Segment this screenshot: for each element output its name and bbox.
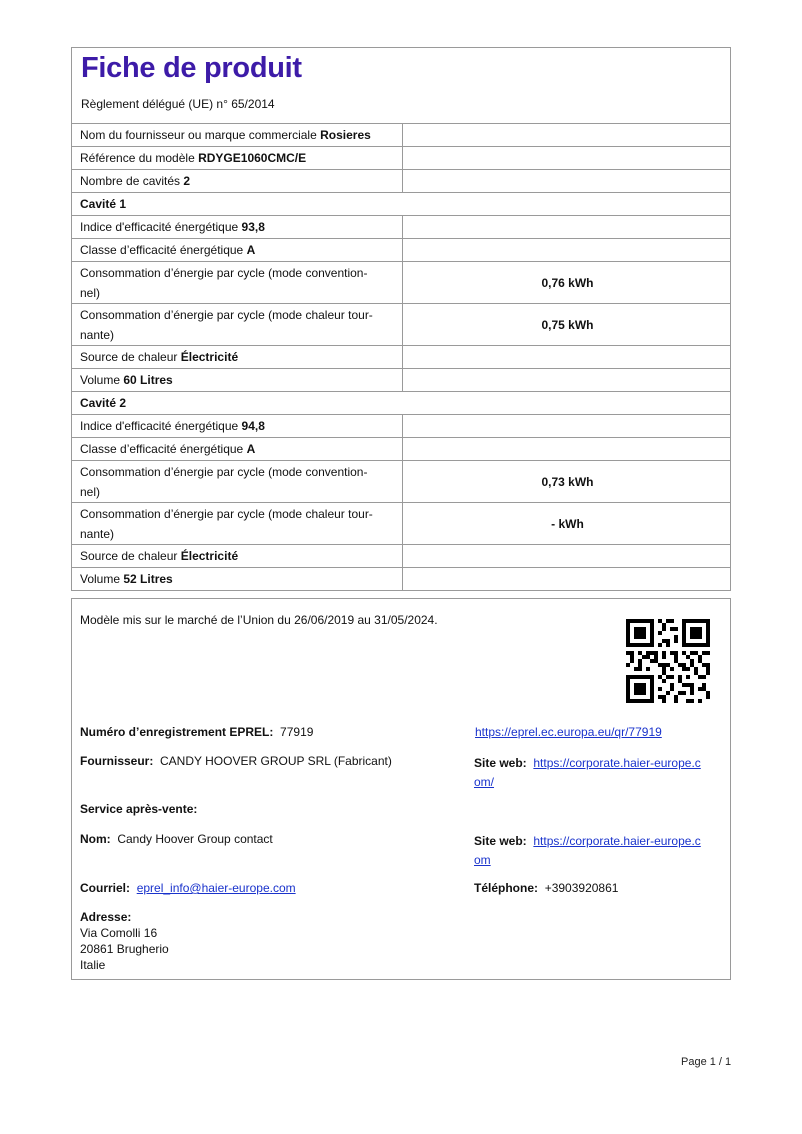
- product-spec-table: [72, 124, 730, 590]
- conv-consumption-value: 0,76 kWh: [403, 262, 731, 304]
- eprel-number: [80, 725, 313, 739]
- email-entry: [80, 881, 296, 895]
- section-row-cavity-1: [72, 193, 730, 216]
- eprel-link[interactable]: https://eprel.ec.europa.eu/qr/77919: [475, 725, 662, 739]
- service-website: [474, 832, 701, 870]
- name-value: Candy Hoover Group contact: [117, 832, 273, 846]
- model-value: RDYGE1060CMC/E: [198, 151, 307, 165]
- phone-value: +3903920861: [544, 881, 619, 895]
- page-title: Fiche de produit: [81, 52, 302, 84]
- phone-label: Téléphone:: [474, 881, 539, 895]
- table-row: [72, 124, 730, 147]
- address-line: 20861 Brugherio: [80, 942, 169, 956]
- supplier-label: Fournisseur:: [80, 754, 154, 768]
- heat-source-value: Électricité: [180, 549, 239, 563]
- after-sales-heading: Service après-vente:: [80, 802, 198, 816]
- conv-consumption-label-cont: nel): [80, 285, 101, 300]
- qr-code-icon[interactable]: [626, 619, 710, 703]
- supplier-website-link[interactable]: https://corporate.haier-europe.c: [533, 756, 701, 770]
- phone-entry: [474, 881, 618, 895]
- eei-label: Indice d'efficacité énergétique: [80, 220, 239, 234]
- energy-class-value: A: [246, 243, 256, 257]
- website-label: Site web:: [474, 756, 527, 770]
- supplier-website: [474, 754, 701, 792]
- table-row: [72, 369, 730, 392]
- address-line: Italie: [80, 958, 106, 972]
- supplier-info-box: [71, 598, 731, 980]
- supplier-value: Rosieres: [320, 128, 371, 142]
- table-row: [72, 147, 730, 170]
- market-period-text: Modèle mis sur le marché de l’Union du 26/06/2019 au 31/05/2024.: [80, 613, 438, 627]
- regulation-reference: Règlement délégué (UE) n° 65/2014: [72, 97, 730, 124]
- heat-source-value: Électricité: [180, 350, 239, 364]
- website-label: Site web:: [474, 834, 527, 848]
- table-row: [72, 346, 730, 369]
- table-row: [72, 415, 730, 438]
- energy-class-value: A: [246, 442, 256, 456]
- supplier-label: Nom du fournisseur ou marque commerciale: [80, 128, 317, 142]
- supplier-website-link-cont[interactable]: om/: [474, 775, 495, 789]
- eprel-value: 77919: [280, 725, 314, 739]
- supplier-value: CANDY HOOVER GROUP SRL (Fabricant): [160, 754, 392, 768]
- fan-consumption-value: 0,75 kWh: [403, 304, 731, 346]
- eei-label: Indice d'efficacité énergétique: [80, 419, 239, 433]
- cavities-label: Nombre de cavités: [80, 174, 181, 188]
- table-row: [72, 461, 730, 503]
- address-label: Adresse:: [80, 910, 132, 924]
- eei-value: 94,8: [241, 419, 265, 433]
- heat-source-label: Source de chaleur: [80, 549, 178, 563]
- fan-consumption-label-cont: nante): [80, 327, 115, 342]
- cavities-value: 2: [183, 174, 191, 188]
- table-row: [72, 438, 730, 461]
- model-label: Référence du modèle: [80, 151, 195, 165]
- conv-consumption-label: Consommation d’énergie par cycle (mode convention-: [80, 464, 368, 479]
- page-number: Page 1 / 1: [681, 1056, 732, 1068]
- fan-consumption-label-cont: nante): [80, 526, 115, 541]
- volume-value: 52 Litres: [123, 572, 173, 586]
- eprel-label: Numéro d’enregistrement EPREL:: [80, 725, 274, 739]
- fan-consumption-value: - kWh: [403, 503, 731, 545]
- eei-value: 93,8: [241, 220, 265, 234]
- conv-consumption-value: 0,73 kWh: [403, 461, 731, 503]
- section-row-cavity-2: [72, 392, 730, 415]
- heat-source-label: Source de chaleur: [80, 350, 178, 364]
- table-row: [72, 216, 730, 239]
- email-link[interactable]: eprel_info@haier-europe.com: [136, 881, 296, 895]
- service-website-link-cont[interactable]: om: [474, 853, 491, 867]
- product-sheet: [71, 47, 731, 591]
- table-row: [72, 503, 730, 545]
- table-row: [72, 262, 730, 304]
- address-line: Via Comolli 16: [80, 926, 158, 940]
- volume-label: Volume: [80, 572, 121, 586]
- conv-consumption-label-cont: nel): [80, 484, 101, 499]
- volume-value: 60 Litres: [123, 373, 173, 387]
- volume-label: Volume: [80, 373, 121, 387]
- table-row: [72, 304, 730, 346]
- conv-consumption-label: Consommation d’énergie par cycle (mode convention-: [80, 265, 368, 280]
- cavity-1-title: Cavité 1: [72, 193, 730, 216]
- email-label: Courriel:: [80, 881, 131, 895]
- name-label: Nom:: [80, 832, 111, 846]
- table-row: [72, 568, 730, 591]
- table-row: [72, 545, 730, 568]
- address-block: [80, 909, 169, 973]
- supplier-entry: [80, 754, 392, 768]
- fan-consumption-label: Consommation d’énergie par cycle (mode chaleur tour-: [80, 506, 373, 521]
- table-row: [72, 170, 730, 193]
- energy-class-label: Classe d’efficacité énergétique: [80, 442, 244, 456]
- service-name-entry: [80, 832, 273, 846]
- table-row: [72, 239, 730, 262]
- energy-class-label: Classe d’efficacité énergétique: [80, 243, 244, 257]
- service-website-link[interactable]: https://corporate.haier-europe.c: [533, 834, 701, 848]
- fan-consumption-label: Consommation d’énergie par cycle (mode chaleur tour-: [80, 307, 373, 322]
- cavity-2-title: Cavité 2: [72, 392, 730, 415]
